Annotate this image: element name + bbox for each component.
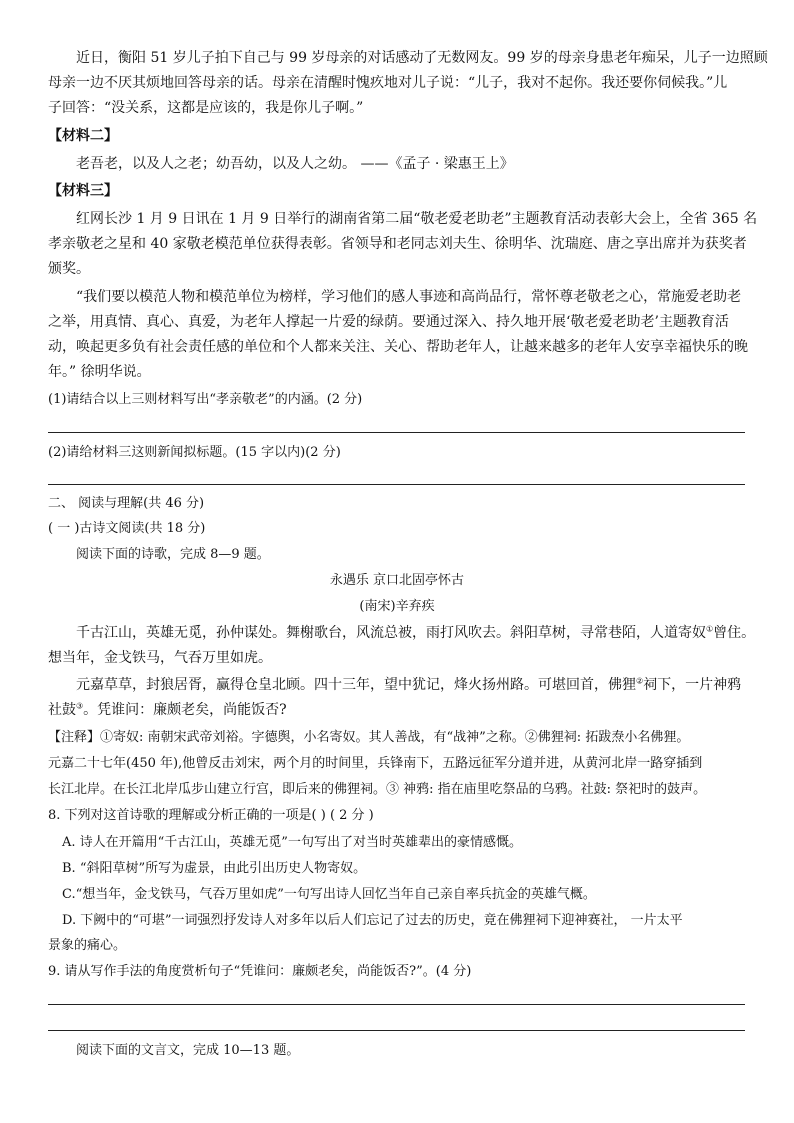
annotation-line3: 长江北岸。在长江北岸瓜步山建立行宫，即后来的佛狸祠。③ 神鸦: 指在庙里吃祭品的乌鸦。社鼓: 祭祀时的鼓声。 [48,782,707,797]
section2-sub1: ( 一 )古诗文阅读(共 18 分) [48,521,206,536]
answer-line-1[interactable] [48,432,745,433]
material3-p1-line1: 红网长沙 1 月 9 日讯在 1 月 9 日举行的湖南省第二届“敬老爱老助老”主题教育活动表彰大会上，全省 365 名 [76,211,758,227]
annotation-line2: 元嘉二十七年(450 年),他曾反击刘宋，两个月的时间里，兵锋南下，五路远征军分道并进，从黄河北岸一路穿插到 [48,756,703,771]
material1-line3: 子回答：“没关系，这都是应该的，我是你儿子啊。” [48,100,364,116]
material3-p2-line2: 之举，用真情、真心、真爱，为老年人撑起一片爱的绿荫。要通过深入、持久地开展‘敬老爱老助老’主题教育活 [48,314,729,330]
poem-stanza2-line1-tail: 祠下，一片神鸦 [643,677,742,693]
material1-line1: 近日，衡阳 51 岁儿子拍下自己与 99 岁母亲的对话感动了无数网友。99 岁的母亲身患老年痴呆，儿子一边照顾 [76,50,768,66]
poem-instruction: 阅读下面的诗歌，完成 8—9 题。 [76,547,270,562]
material3-p1-line2: 孝亲敬老之星和 40 家敬老模范单位获得表彰。省领导和老同志刘夫生、徐明华、沈瑞庭、唐之享出席并为获奖者 [48,236,747,252]
answer-line-4[interactable] [48,1030,745,1031]
poem-title: 永遇乐 京口北固亭怀古 [329,573,465,588]
classical-text-instruction: 阅读下面的文言文，完成 10—13 题。 [76,1043,300,1058]
question-8-option-b[interactable]: B. “斜阳草树”所写为虚景，由此引出历史人物寄奴。 [62,861,367,876]
answer-line-2[interactable] [48,484,745,485]
material1-line2: 母亲一边不厌其烦地回答母亲的话。母亲在清醒时愧疚地对儿子说：“儿子，我对不起你。我还要你伺候我。”儿 [48,75,728,91]
question-8-option-c[interactable]: C.“想当年，金戈铁马，气吞万里如虎”一句写出诗人回忆当年自己亲自率兵抗金的英雄气概。 [62,887,596,902]
poem-stanza1-line1-text: 千古江山，英雄无觅，孙仲谋处。舞榭歌台，风流总被，雨打风吹去。斜阳草树，寻常巷陌，人道寄奴 [76,625,706,641]
poem-stanza1-line1 [48,621,756,646]
poem-stanza1-line1-tail: 曾住。 [713,625,756,641]
answer-line-3[interactable] [48,1004,745,1005]
material3-p2-line3: 动，唤起更多负有社会责任感的单位和个人都来关注、关心、帮助老年人，让越来越多的老年人安享幸福快乐的晚 [48,339,748,355]
poem-stanza2-line2-tail: 。凭谁问：廉颇老矣，尚能饭否? [83,702,287,718]
question-8-option-d-cont: 景象的痛心。 [48,938,127,953]
note-mark-1: ① [706,624,714,634]
poem-author: (南宋)辛弃疾 [359,599,435,614]
question-2: (2)请给材料三这则新闻拟标题。(15 字以内)(2 分) [48,445,341,460]
material3-p2-line1: “我们要以模范人物和模范单位为榜样，学习他们的感人事迹和高尚品行，常怀尊老敬老之心，常施爱老助老 [76,289,742,305]
material3-heading: 【材料三】 [48,183,118,199]
question-8: 8. 下列对这首诗歌的理解或分析正确的一项是( ) ( 2 分 ) [48,808,374,823]
question-9: 9. 请从写作手法的角度赏析句子“凭谁问：廉颇老矣，尚能饭否?”。(4 分) [48,964,472,979]
section2-heading: 二、 阅读与理解(共 46 分) [48,496,205,511]
annotation-line1: 【注释】①寄奴: 南朝宋武帝刘裕。字德舆，小名寄奴。其人善战，有“战神”之称。②佛狸祠: 拓跋焘小名佛狸。 [48,730,690,745]
question-8-option-d[interactable]: D. 下阙中的“可堪”一词强烈抒发诗人对多年以后人们忘记了过去的历史，竟在佛狸祠下迎神赛社， 一片太平 [62,913,683,928]
material3-p2-line4: 年。” 徐明华说。 [48,364,151,380]
note-mark-3: ③ [76,701,84,711]
material2-heading: 【材料二】 [48,128,118,144]
poem-stanza2-line2-text: 社鼓 [48,702,76,718]
poem-stanza2-line1-text: 元嘉草草，封狼居胥，赢得仓皇北顾。四十三年，望中犹记，烽火扬州路。可堪回首，佛狸 [76,677,636,693]
question-1: (1)请结合以上三则材料写出“孝亲敬老”的内涵。(2 分) [48,392,363,407]
question-8-option-a[interactable]: A. 诗人在开篇用“千古江山，英雄无觅”一句写出了对当时英雄辈出的豪情感慨。 [62,835,522,850]
material3-p1-line3: 颁奖。 [48,261,90,277]
poem-stanza2-line2 [48,698,748,723]
poem-stanza2-line1 [48,673,748,698]
poem-stanza1-line2: 想当年，金戈铁马，气吞万里如虎。 [48,650,272,666]
material2-quote: 老吾老，以及人之老；幼吾幼，以及人之幼。 ——《孟子 · 梁惠王上》 [76,156,514,172]
note-mark-2: ② [636,676,644,686]
